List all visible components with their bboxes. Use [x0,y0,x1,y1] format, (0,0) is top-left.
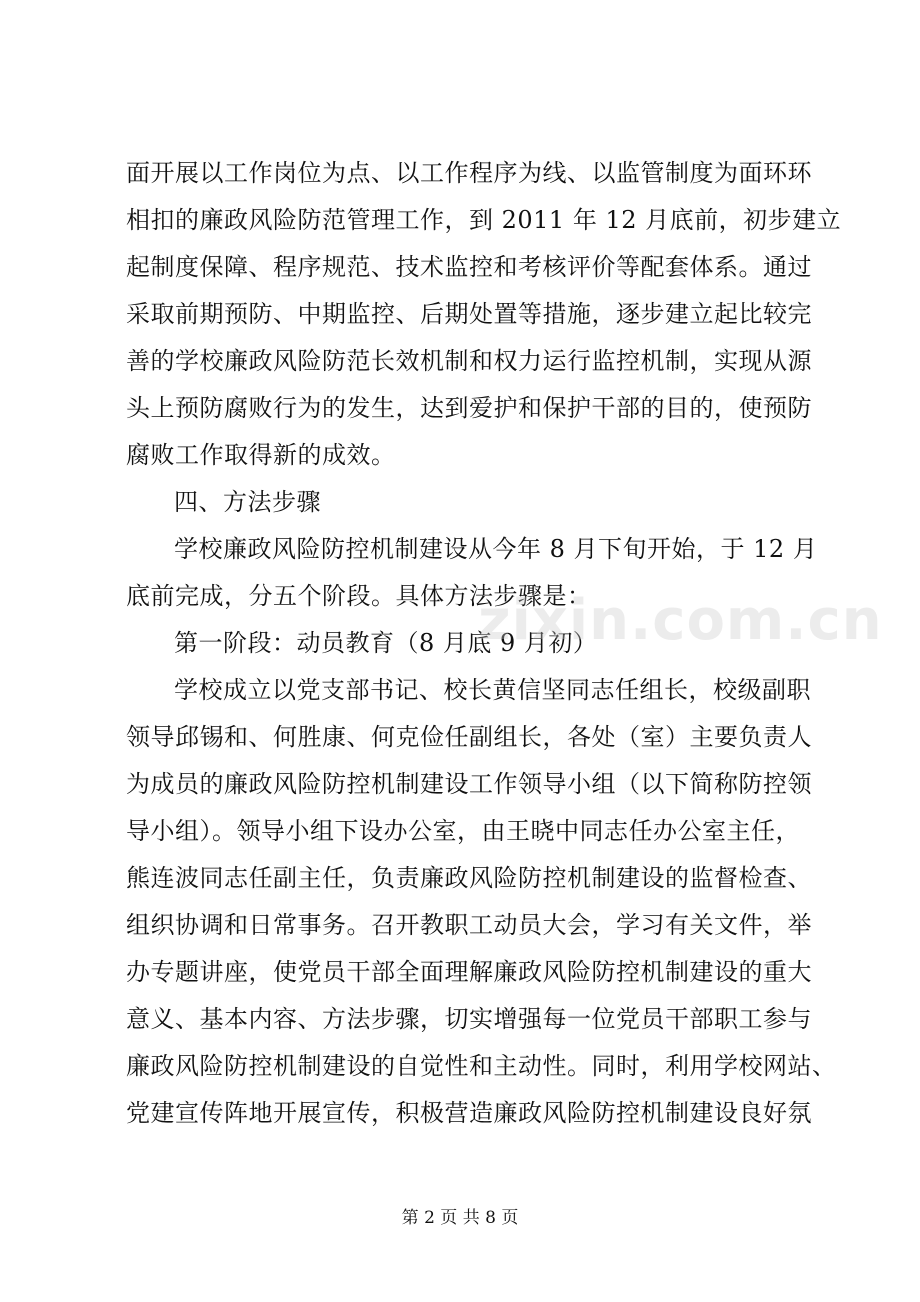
text-line: 导小组）。领导小组下设办公室，由王晓中同志任办公室主任， [126,817,800,845]
text-line: 领导邱锡和、何胜康、何克俭任副组长，各处（室）主要负责人 [126,723,812,751]
text-line: 底前完成，分五个阶段。具体方法步骤是： [126,582,592,610]
text-line: 腐败工作取得新的成效。 [126,441,396,469]
text-line: 相扣的廉政风险防范管理工作，到 2011 年 12 月底前，初步建立 [126,206,842,234]
text-line: 起制度保障、程序规范、技术监控和考核评价等配套体系。通过 [126,253,812,281]
text-line: 头上预防腐败行为的发生，达到爱护和保护干部的目的，使预防 [126,394,812,422]
text-line: 熊连波同志任副主任，负责廉政风险防控机制建设的监督检查、 [126,864,812,892]
text-line: 学校成立以党支部书记、校长黄信坚同志任组长，校级副职 [174,676,811,704]
watermark: zixin.com.cn [478,588,883,653]
text-line: 为成员的廉政风险防控机制建设工作领导小组（以下简称防控领 [126,770,812,798]
text-line: 善的学校廉政风险防范长效机制和权力运行监控机制，实现从源 [126,347,812,375]
text-line: 办专题讲座，使党员干部全面理解廉政风险防控机制建设的重大 [126,958,812,986]
text-line: 学校廉政风险防控机制建设从今年 8 月下旬开始，于 12 月 [174,535,818,563]
subsection-heading: 第一阶段：动员教育（8 月底 9 月初） [174,629,598,657]
text-line: 采取前期预防、中期监控、后期处置等措施，逐步建立起比较完 [126,300,812,328]
page-footer: 第 2 页 共 8 页 [401,1208,519,1228]
text-line: 组织协调和日常事务。召开教职工动员大会，学习有关文件，举 [126,911,812,939]
text-line: 党建宣传阵地开展宣传，积极营造廉政风险防控机制建设良好氛 [126,1099,812,1127]
text-line: 面开展以工作岗位为点、以工作程序为线、以监管制度为面环环 [126,159,812,187]
section-heading: 四、方法步骤 [174,488,321,516]
text-line: 廉政风险防控机制建设的自觉性和主动性。同时，利用学校网站、 [126,1052,837,1080]
text-line: 意义、基本内容、方法步骤，切实增强每一位党员干部职工参与 [126,1005,812,1033]
